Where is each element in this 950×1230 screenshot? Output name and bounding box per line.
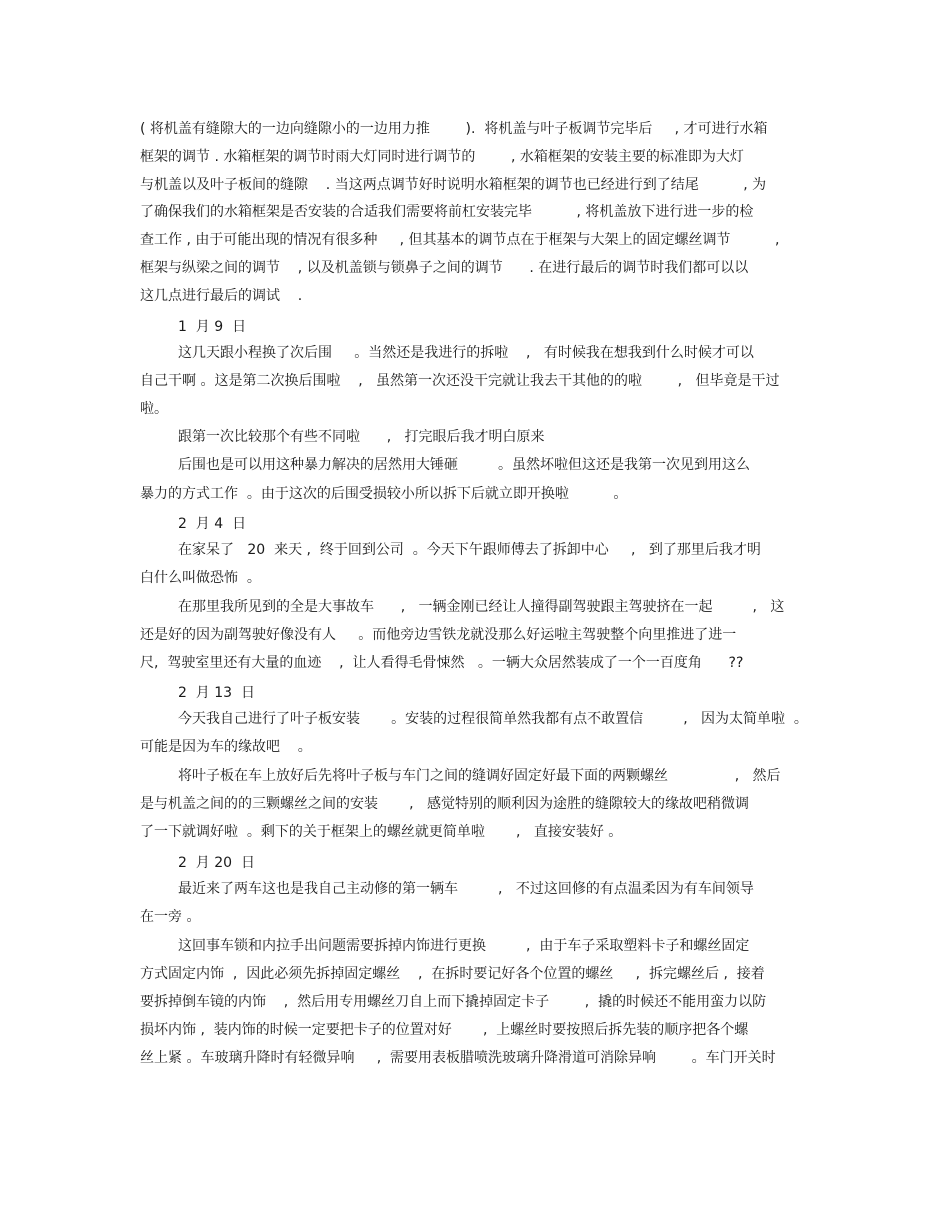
text-line: ( 将机盖有缝隙大的一边向缝隙小的一边用力推 ). 将机盖与叶子板调节完毕后 , 才可进行水箱 bbox=[140, 121, 768, 137]
date-heading: 2 月 20 日 bbox=[178, 855, 255, 871]
text-line: 方式固定内饰 , 因此必须先拆掉固定螺丝 , 在拆时要记好各个位置的螺丝 , 拆完螺丝后 , 接着 bbox=[140, 966, 765, 982]
text-line: 还是好的因为副驾驶好像没有人 。而他旁边雪铁龙就没那么好运啦主驾驶整个向里推进了进一 bbox=[140, 627, 737, 643]
text-line: 这回事车锁和内拉手出问题需要拆掉内饰进行更换 , 由于车子采取塑料卡子和螺丝固定 bbox=[178, 938, 750, 954]
text-line: 是与机盖之间的的三颗螺丝之间的安装 , 感觉特别的顺利因为途胜的缝隙较大的缘故吧稍微调 bbox=[140, 796, 749, 812]
text-line: 后围也是可以用这种暴力解决的居然用大锤砸 。虽然坏啦但这还是我第一次见到用这么 bbox=[178, 457, 751, 473]
text-line: 在那里我所见到的全是大事故车 , 一辆金刚已经让人撞得副驾驶跟主驾驶挤在一起 , 这 bbox=[178, 599, 785, 615]
text-line: 白什么叫做恐怖 。 bbox=[140, 570, 261, 586]
text-line: 丝上紧 。车玻璃升降时有轻微异响 , 需要用表板腊喷洗玻璃升降滑道可消除异响 。车门开关时 bbox=[140, 1050, 776, 1066]
text-line: 与机盖以及叶子板间的缝隙 . 当这两点调节好时说明水箱框架的调节也已经进行到了结尾 , 为 bbox=[140, 177, 767, 193]
text-line: 损坏内饰 , 装内饰的时候一定要把卡子的位置对好 , 上螺丝时要按照后拆先装的顺序把各个螺 bbox=[140, 1022, 749, 1038]
text-line: 最近来了两车这也是我自己主动修的第一辆车 , 不过这回修的有点温柔因为有车间领导 bbox=[178, 881, 754, 897]
text-line: 在家呆了 20 来天 , 终于回到公司 。今天下午跟师傅去了拆卸中心 , 到了那里后我才明 bbox=[178, 542, 761, 558]
text-line: 在一旁 。 bbox=[140, 909, 201, 925]
text-line: 框架与纵梁之间的调节 , 以及机盖锁与锁鼻子之间的调节 . 在进行最后的调节时我们都可以以 bbox=[140, 260, 749, 276]
text-line: 这几天跟小程换了次后围 。当然还是我进行的拆啦 , 有时候我在想我到什么时候才可以 bbox=[178, 345, 754, 361]
text-line: 要拆掉倒车镜的内饰 , 然后用专用螺丝刀自上而下撬掉固定卡子 , 撬的时候还不能用蛮力以防 bbox=[140, 994, 767, 1010]
text-line: 查工作 , 由于可能出现的情况有很多种 , 但其基本的调节点在于框架与大架上的固定螺丝调节 , bbox=[140, 232, 780, 248]
text-line: 今天我自己进行了叶子板安装 。安装的过程很简单然我都有点不敢置信 , 因为太简单啦 。 bbox=[178, 711, 808, 727]
text-line: 将叶子板在车上放好后先将叶子板与车门之间的缝调好固定好最下面的两颗螺丝 , 然后 bbox=[178, 768, 781, 784]
text-line: 了一下就调好啦 。剩下的关于框架上的螺丝就更简单啦 , 直接安装好 。 bbox=[140, 824, 623, 840]
text-line: 跟第一次比较那个有些不同啦 , 打完眼后我才明白原来 bbox=[178, 429, 545, 445]
text-line: 啦。 bbox=[140, 401, 168, 417]
date-heading: 2 月 13 日 bbox=[178, 685, 255, 701]
date-heading: 1 月 9 日 bbox=[178, 319, 247, 335]
text-line: 自己干啊 。这是第二次换后围啦 , 虽然第一次还没干完就让我去干其他的的啦 , 但毕竟是干过 bbox=[140, 373, 780, 389]
text-line: 了确保我们的水箱框架是否安装的合适我们需要将前杠安装完毕 , 将机盖放下进行进一步的检 bbox=[140, 204, 754, 220]
text-line: 这几点进行最后的调试 . bbox=[140, 288, 303, 304]
text-line: 框架的调节 . 水箱框架的调节时雨大灯同时进行调节的 , 水箱框架的安装主要的标准即为大灯 bbox=[140, 149, 744, 165]
text-line: 可能是因为车的缘故吧 。 bbox=[140, 739, 312, 755]
date-heading: 2 月 4 日 bbox=[178, 516, 247, 532]
text-line: 暴力的方式工作 。由于这次的后围受损较小所以拆下后就立即开换啦 。 bbox=[140, 486, 628, 502]
text-line: 尺, 驾驶室里还有大量的血迹 , 让人看得毛骨悚然 。一辆大众居然装成了一个一百度角 ?? bbox=[140, 655, 744, 671]
